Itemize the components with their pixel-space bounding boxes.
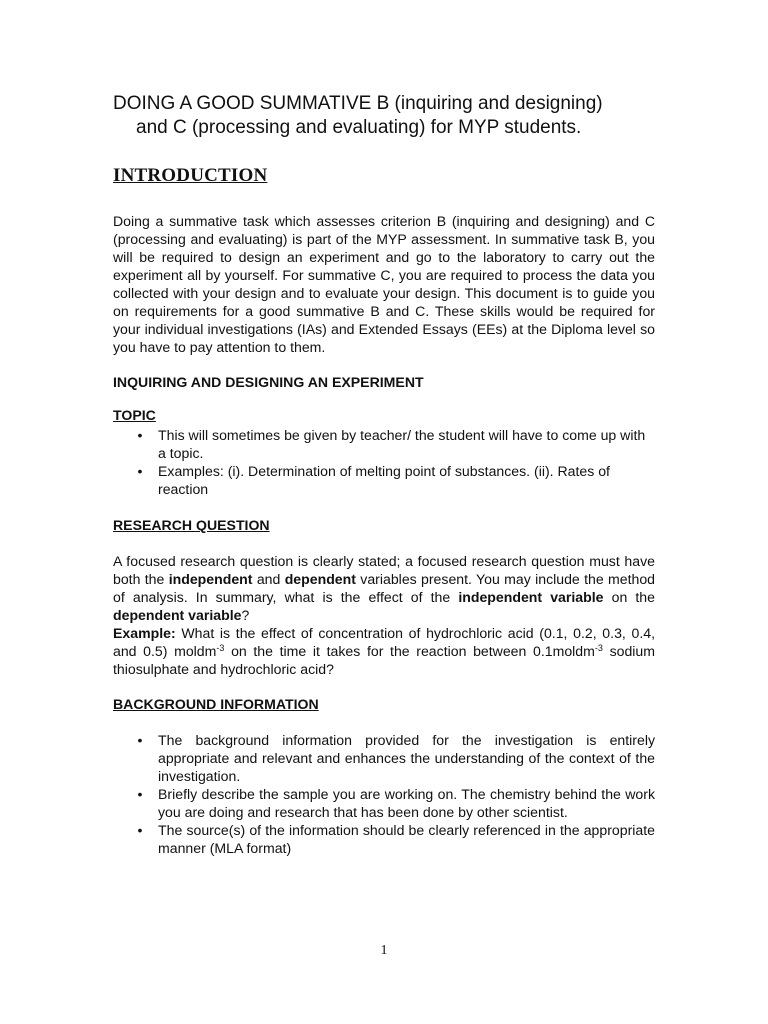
topic-list xyxy=(113,426,655,498)
bullet-icon: • xyxy=(137,822,143,838)
section-heading: INQUIRING AND DESIGNING AN EXPERIMENT xyxy=(113,374,424,390)
topic-heading: TOPIC xyxy=(113,407,156,423)
list-item: • This will sometimes be given by teacher/ the student will have to come up with a topic. xyxy=(113,426,655,462)
list-item: • Examples: (i). Determination of melting point of substances. (ii). Rates of reaction xyxy=(113,462,655,498)
research-question-heading: RESEARCH QUESTION xyxy=(113,517,270,533)
background-information-heading: BACKGROUND INFORMATION xyxy=(113,696,319,712)
introduction-heading: INTRODUCTION xyxy=(113,165,268,186)
title-line-2: and C (processing and evaluating) for MYP students. xyxy=(136,117,582,138)
list-item: • The background information provided for the investigation is entirely appropriate and relevant and enhances the understanding of the context of the investigation. xyxy=(113,731,655,785)
bullet-icon: • xyxy=(137,732,143,748)
bullet-icon: • xyxy=(137,786,143,802)
list-item: • The source(s) of the information should be clearly referenced in the appropriate manner (MLA format) xyxy=(113,821,655,857)
document-title xyxy=(113,92,673,140)
introduction-paragraph: Doing a summative task which assesses criterion B (inquiring and designing) and C (processing and evaluating) is part of the MYP assessment. In summative task B, you will be required to design an experiment and go to the laboratory to carry out the experiment all by yourself. For summative C, you are required to process the data you collected with your design and to evaluate your design. This document is to guide you on requirements for a good summative B and C. These skills would be required for your individual investigations (IAs) and Extended Essays (EEs) at the Diploma level so you have to pay attention to them. xyxy=(113,213,655,355)
example-text: Example: What is the effect of concentration of hydrochloric acid (0.1, 0.2, 0.3, 0.4, and 0.5) moldm$^{-3}$ on the time it takes for the reaction between 0.1moldm$^{-3}$ sodium thiosulphate and hydrochloric acid? xyxy=(113,625,656,677)
list-item: • Briefly describe the sample you are working on. The chemistry behind the work you are doing and research that has been done by other scientist. xyxy=(113,785,655,821)
bullet-icon: • xyxy=(137,463,143,479)
page-number: 1 xyxy=(380,943,388,958)
research-question-paragraph: A focused research question is clearly stated; a focused research question must have both the independent and dependent variables present. You may include the method of analysis. In summary, what is the effect of the independent variable on the dependent variable? Example: What is the effect of concentration of hydrochloric acid (0.1, 0.2, 0.3, 0.4, and 0.5) moldm$^{-3}$ on the time it takes for the reaction between 0.1moldm$^{-3}$ sodium thiosulphate and hydrochloric acid? xyxy=(113,553,656,677)
title-line-1: DOING A GOOD SUMMATIVE B (inquiring and designing) xyxy=(113,93,603,114)
background-list xyxy=(113,731,655,857)
bullet-icon: • xyxy=(137,427,143,443)
